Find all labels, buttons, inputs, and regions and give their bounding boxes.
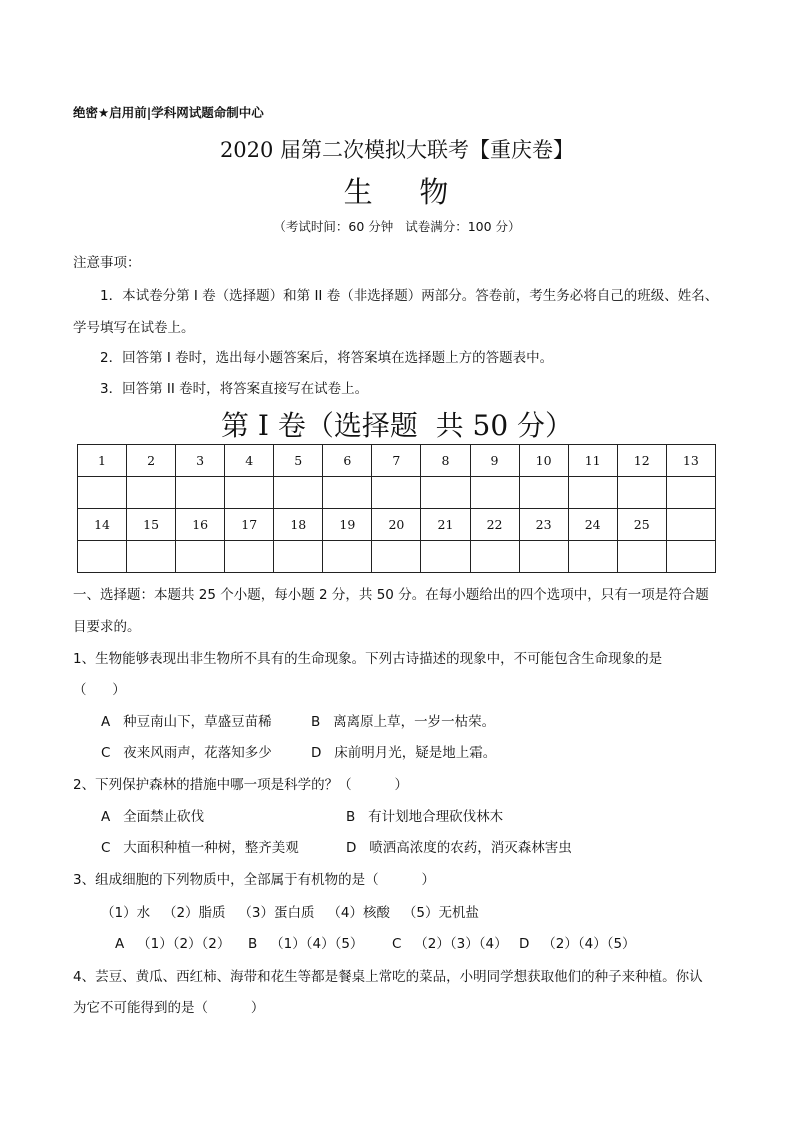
answer-number-cell: 22: [470, 509, 519, 541]
answer-number-cell: 1: [78, 445, 127, 477]
answer-table-blank-row: [78, 541, 716, 573]
notice-heading: 注意事项：: [73, 255, 141, 271]
answer-blank-cell[interactable]: [225, 541, 274, 573]
answer-number-cell: 7: [372, 445, 421, 477]
question-1-option-c: C 夜来风雨声，花落知多少: [101, 745, 272, 761]
question-3-option-b: B （1）（4）（5）: [248, 936, 364, 952]
answer-number-cell: 10: [519, 445, 568, 477]
question-2-stem: 2、下列保护森林的措施中哪一项是科学的？（ ）: [73, 777, 409, 793]
answer-blank-cell[interactable]: [274, 477, 323, 509]
answer-number-cell: 6: [323, 445, 372, 477]
question-1-option-b: B 离离原上草，一岁一枯荣。: [311, 714, 496, 730]
answer-blank-cell[interactable]: [372, 541, 421, 573]
answer-number-cell: 17: [225, 509, 274, 541]
answer-blank-cell[interactable]: [568, 541, 617, 573]
answer-number-cell: [666, 509, 715, 541]
question-1-option-a: A 种豆南山下，草盛豆苗稀: [101, 714, 272, 730]
question-2-option-a: A 全面禁止砍伐: [101, 809, 205, 825]
answer-number-cell: 15: [127, 509, 176, 541]
answer-number-cell: 3: [176, 445, 225, 477]
answer-blank-cell[interactable]: [323, 541, 372, 573]
exam-subject: 生 物: [343, 175, 451, 209]
section-1-title: 第 I 卷（选择题 共 50 分）: [220, 409, 574, 442]
answer-blank-cell[interactable]: [421, 477, 470, 509]
answer-number-cell: 5: [274, 445, 323, 477]
question-1-blank: （ ）: [73, 682, 126, 698]
answer-blank-cell[interactable]: [470, 477, 519, 509]
choice-instructions-cont: 目要求的。: [73, 619, 141, 635]
notice-item-3: 3．回答第 II 卷时，将答案直接写在试卷上。: [100, 381, 369, 397]
question-3-items: （1）水 （2）脂质 （3）蛋白质 （4）核酸 （5）无机盐: [101, 905, 479, 921]
question-3-option-d: D （2）（4）（5）: [519, 936, 636, 952]
answer-blank-cell[interactable]: [176, 477, 225, 509]
answer-number-cell: 23: [519, 509, 568, 541]
answer-blank-cell[interactable]: [127, 477, 176, 509]
answer-blank-cell[interactable]: [666, 477, 715, 509]
notice-item-1: 1．本试卷分第 I 卷（选择题）和第 II 卷（非选择题）两部分。答卷前，考生务必将自己的班级、姓名、: [100, 288, 719, 304]
answer-blank-cell[interactable]: [323, 477, 372, 509]
answer-table-blank-row: [78, 477, 716, 509]
answer-number-cell: 24: [568, 509, 617, 541]
answer-blank-cell[interactable]: [470, 541, 519, 573]
answer-blank-cell[interactable]: [421, 541, 470, 573]
answer-number-cell: 8: [421, 445, 470, 477]
exam-info: （考试时间：60 分钟 试卷满分：100 分）: [273, 219, 521, 234]
confidential-label: 绝密★启用前|学科网试题命制中心: [73, 105, 264, 120]
answer-blank-cell[interactable]: [372, 477, 421, 509]
answer-table-number-row: [78, 445, 716, 477]
answer-number-cell: 12: [617, 445, 666, 477]
exam-title: 2020 届第二次模拟大联考【重庆卷】: [219, 138, 575, 162]
answer-number-cell: 19: [323, 509, 372, 541]
answer-blank-cell[interactable]: [617, 541, 666, 573]
answer-blank-cell[interactable]: [519, 541, 568, 573]
question-2-option-d: D 喷洒高浓度的农药，消灭森林害虫: [346, 840, 572, 856]
choice-instructions: 一、选择题：本题共 25 个小题，每小题 2 分，共 50 分。在每小题给出的四个选项中，只有一项是符合题: [73, 587, 709, 603]
answer-number-cell: 21: [421, 509, 470, 541]
answer-blank-cell[interactable]: [568, 477, 617, 509]
question-4-stem: 4、芸豆、黄瓜、西红柿、海带和花生等都是餐桌上常吃的菜品，小明同学想获取他们的种子来种植。你认: [73, 969, 703, 985]
notice-item-1-cont: 学号填写在试卷上。: [73, 320, 195, 336]
answer-blank-cell[interactable]: [519, 477, 568, 509]
question-4-stem-cont: 为它不可能得到的是（ ）: [73, 1000, 265, 1016]
answer-table-number-row: [78, 509, 716, 541]
answer-number-cell: 14: [78, 509, 127, 541]
answer-number-cell: 13: [666, 445, 715, 477]
answer-blank-cell[interactable]: [666, 541, 715, 573]
answer-blank-cell[interactable]: [78, 541, 127, 573]
answer-blank-cell[interactable]: [274, 541, 323, 573]
question-1-stem: 1、生物能够表现出非生物所不具有的生命现象。下列古诗描述的现象中，不可能包含生命现象的是: [73, 651, 663, 667]
answer-number-cell: 9: [470, 445, 519, 477]
question-2-option-c: C 大面积种植一种树，整齐美观: [101, 840, 299, 856]
question-2-option-b: B 有计划地合理砍伐林木: [346, 809, 504, 825]
question-3-option-a: A （1）（2）（2）: [115, 936, 231, 952]
answer-blank-cell[interactable]: [127, 541, 176, 573]
notice-item-2: 2．回答第 I 卷时，选出每小题答案后，将答案填在选择题上方的答题表中。: [100, 350, 554, 366]
answer-number-cell: 11: [568, 445, 617, 477]
answer-number-cell: 2: [127, 445, 176, 477]
question-3-option-c: C （2）（3）（4）: [392, 936, 508, 952]
answer-blank-cell[interactable]: [617, 477, 666, 509]
answer-number-cell: 18: [274, 509, 323, 541]
answer-blank-cell[interactable]: [225, 477, 274, 509]
answer-blank-cell[interactable]: [176, 541, 225, 573]
answer-blank-cell[interactable]: [78, 477, 127, 509]
answer-number-cell: 16: [176, 509, 225, 541]
question-1-option-d: D 床前明月光，疑是地上霜。: [311, 745, 497, 761]
question-3-stem: 3、组成细胞的下列物质中，全部属于有机物的是（ ）: [73, 872, 436, 888]
answer-number-cell: 25: [617, 509, 666, 541]
answer-number-cell: 20: [372, 509, 421, 541]
answer-number-cell: 4: [225, 445, 274, 477]
answer-table: [77, 444, 716, 573]
